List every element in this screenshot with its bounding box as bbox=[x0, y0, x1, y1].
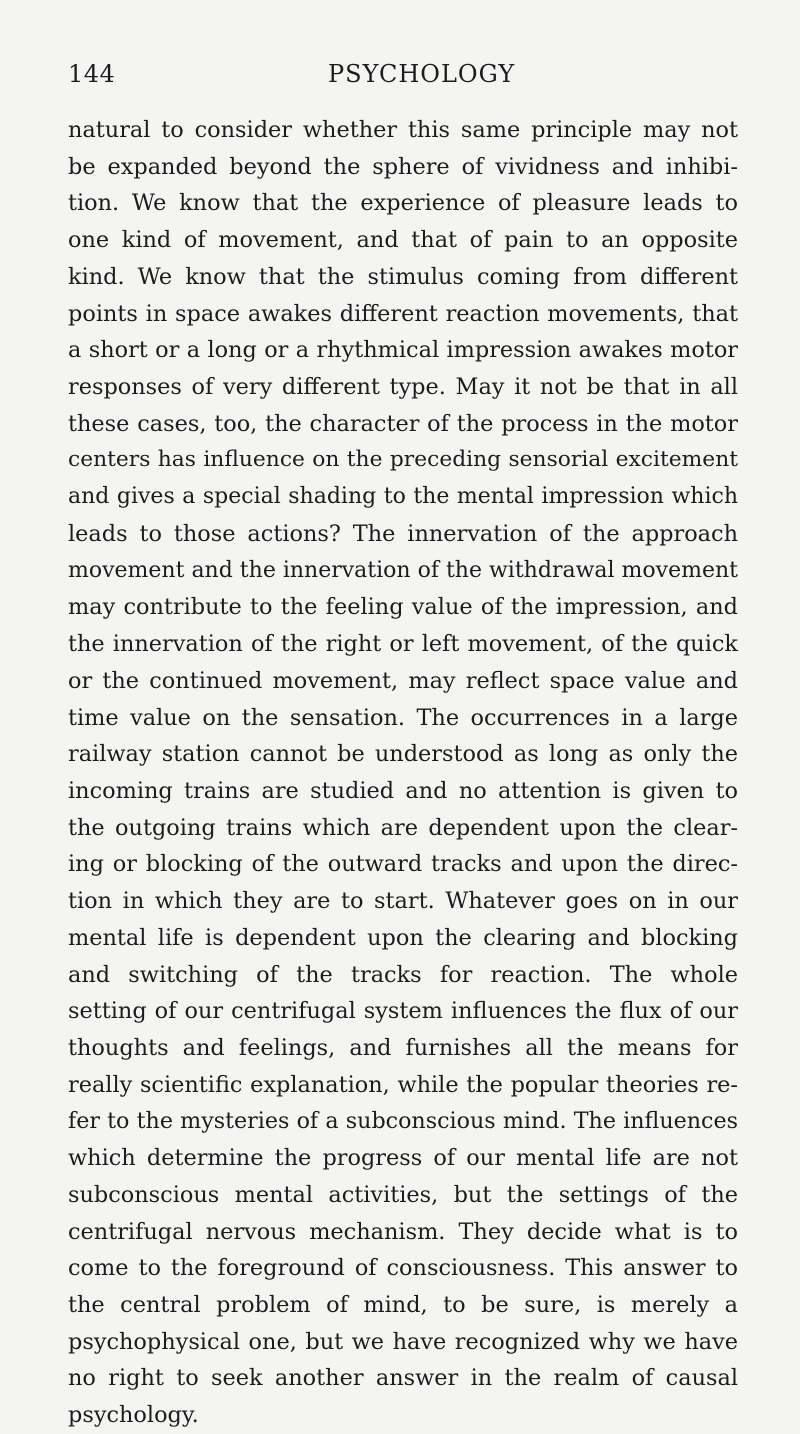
text-line: and switching of the tracks for reaction. The whole bbox=[68, 961, 738, 988]
text-line: responses of very different type. May it not be that in all bbox=[68, 374, 738, 401]
text-line: leads to those actions? The innervation of the approach bbox=[68, 520, 738, 547]
text-line: fer to the mysteries of a subconscious mind. The influences bbox=[68, 1108, 738, 1135]
text-line: thoughts and feelings, and furnishes all the means for bbox=[68, 1034, 738, 1061]
text-line: or the continued movement, may reflect space value and bbox=[68, 667, 738, 694]
text-line: natural to consider whether this same principle may not bbox=[68, 117, 738, 143]
text-line: be expanded beyond the sphere of vividness and inhibi- bbox=[68, 153, 738, 180]
text-line: mental life is dependent upon the clearing and blocking bbox=[68, 924, 738, 951]
text-line: tion. We know that the experience of pleasure leads to bbox=[68, 190, 738, 217]
text-line: come to the foreground of consciousness. This answer to bbox=[68, 1255, 738, 1282]
text-line: may contribute to the feeling value of the impression, and bbox=[68, 594, 738, 621]
text-line: time value on the sensation. The occurrences in a large bbox=[68, 704, 738, 731]
text-line: setting of our centrifugal system influences the flux of our bbox=[68, 998, 738, 1025]
text-line: ing or blocking of the outward tracks and upon the direc- bbox=[68, 851, 738, 878]
page-header bbox=[68, 60, 738, 96]
text-line: the central problem of mind, to be sure, is merely a bbox=[68, 1292, 738, 1318]
text-line: the innervation of the right or left movement, of the quick bbox=[68, 631, 738, 658]
text-line: centers has influence on the preceding sensorial excitement bbox=[68, 447, 738, 473]
text-line: incoming trains are studied and no attention is given to bbox=[68, 777, 738, 804]
text-line: psychophysical one, but we have recognized why we have bbox=[68, 1328, 738, 1355]
text-line: railway station cannot be understood as long as only the bbox=[68, 741, 738, 768]
text-line: one kind of movement, and that of pain to an opposite bbox=[68, 227, 738, 254]
running-head: PSYCHOLOGY bbox=[328, 60, 516, 88]
text-line: subconscious mental activities, but the settings of the bbox=[68, 1181, 738, 1208]
text-line: no right to seek another answer in the realm of causal bbox=[68, 1365, 738, 1392]
text-line: psychology. bbox=[68, 1402, 199, 1429]
text-line: these cases, too, the character of the process in the motor bbox=[68, 410, 738, 437]
page-number: 144 bbox=[68, 60, 116, 88]
text-line: centrifugal nervous mechanism. They decide what is to bbox=[68, 1218, 738, 1245]
text-line: points in space awakes different reaction movements, that bbox=[68, 300, 738, 327]
body-paragraph bbox=[68, 112, 738, 1434]
text-line: a short or a long or a rhythmical impression awakes motor bbox=[68, 337, 738, 364]
text-line: really scientific explanation, while the popular theories re- bbox=[68, 1071, 738, 1098]
text-line: kind. We know that the stimulus coming from different bbox=[68, 263, 738, 290]
text-line: and gives a special shading to the mental impression which bbox=[68, 484, 738, 510]
text-line: the outgoing trains which are dependent upon the clear- bbox=[68, 814, 738, 841]
text-line: movement and the innervation of the withdrawal movement bbox=[68, 557, 738, 583]
text-line: tion in which they are to start. Whatever goes on in our bbox=[68, 888, 738, 915]
text-line: which determine the progress of our mental life are not bbox=[68, 1145, 738, 1172]
